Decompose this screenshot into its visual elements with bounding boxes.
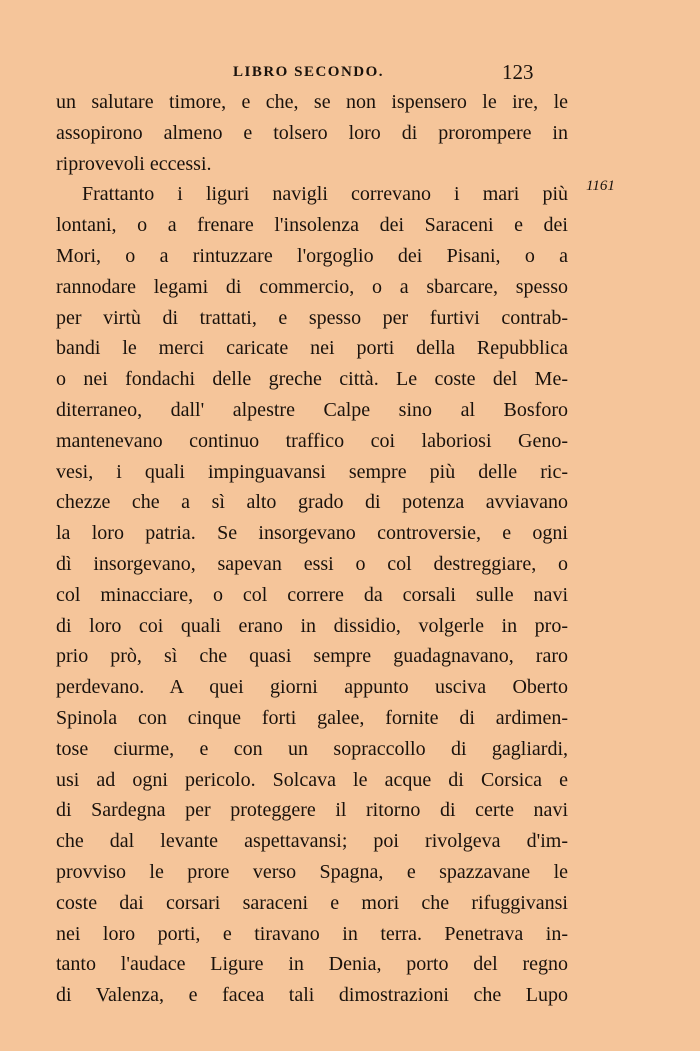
text-line: di Valenza, e facea tali dimostrazioni che Lupo xyxy=(56,984,568,1007)
text-line: perdevano. A quei giorni appunto usciva Oberto xyxy=(56,676,568,699)
running-title: LIBRO SECONDO. xyxy=(233,64,385,80)
text-line: mantenevano continuo traffico coi laboriosi Geno- xyxy=(56,429,568,452)
text-line: tose ciurme, e con un sopraccollo di gagliardi, xyxy=(56,737,568,760)
text-line: che dal levante aspettavansi; poi rivolgeva d'im- xyxy=(56,830,568,853)
text-line: usi ad ogni pericolo. Solcava le acque di Corsica e xyxy=(56,768,568,791)
text-line: di loro coi quali erano in dissidio, volgerle in pro- xyxy=(56,614,568,637)
text-line: Spinola con cinque forti galee, fornite di ardimen- xyxy=(56,706,568,729)
text-line: vesi, i quali impinguavansi sempre più delle ric- xyxy=(56,460,568,483)
text-line: chezze che a sì alto grado di potenza avviavano xyxy=(56,491,568,514)
text-line: dì insorgevano, sapevan essi o col destreggiare, o xyxy=(56,552,568,575)
text-line: un salutare timore, e che, se non ispensero le ire, le xyxy=(56,91,568,113)
text-line: Frattanto i liguri navigli correvano i mari più xyxy=(82,183,568,206)
text-line: di Sardegna per proteggere il ritorno di certe navi xyxy=(56,799,568,822)
text-line: assopirono almeno e tolsero loro di prorompere in xyxy=(56,121,568,144)
text-line: per virtù di trattati, e spesso per furtivi contrab- xyxy=(56,306,568,329)
text-line: bandi le merci caricate nei porti della Repubblica xyxy=(56,337,568,360)
page-header xyxy=(0,60,700,90)
text-line: la loro patria. Se insorgevano controversie, e ogni xyxy=(56,522,568,545)
text-line: col minacciare, o col correre da corsali sulle navi xyxy=(56,583,568,606)
text-line: diterraneo, dall' alpestre Calpe sino al Bosforo xyxy=(56,398,568,421)
text-line: rannodare legami di commercio, o a sbarcare, spesso xyxy=(56,275,568,298)
text-line: tanto l'audace Ligure in Denia, porto del regno xyxy=(56,953,568,976)
text-line: provviso le prore verso Spagna, e spazzavane le xyxy=(56,860,568,883)
body-text xyxy=(56,87,568,1011)
text-line: nei loro porti, e tiravano in terra. Penetrava in- xyxy=(56,922,568,945)
text-line: prio prò, sì che quasi sempre guadagnavano, raro xyxy=(56,645,568,668)
text-line: coste dai corsari saraceni e mori che rifuggivansi xyxy=(56,891,568,914)
text-line: Mori, o a rintuzzare l'orgoglio dei Pisani, o a xyxy=(56,244,568,267)
text-line: o nei fondachi delle greche città. Le coste del Me- xyxy=(56,368,568,391)
margin-year-note: 1161 xyxy=(586,178,615,194)
text-line: lontani, o a frenare l'insolenza dei Saraceni e dei xyxy=(56,214,568,237)
text-line: riprovevoli eccessi. xyxy=(56,152,212,175)
page-number: 123 xyxy=(502,60,534,84)
